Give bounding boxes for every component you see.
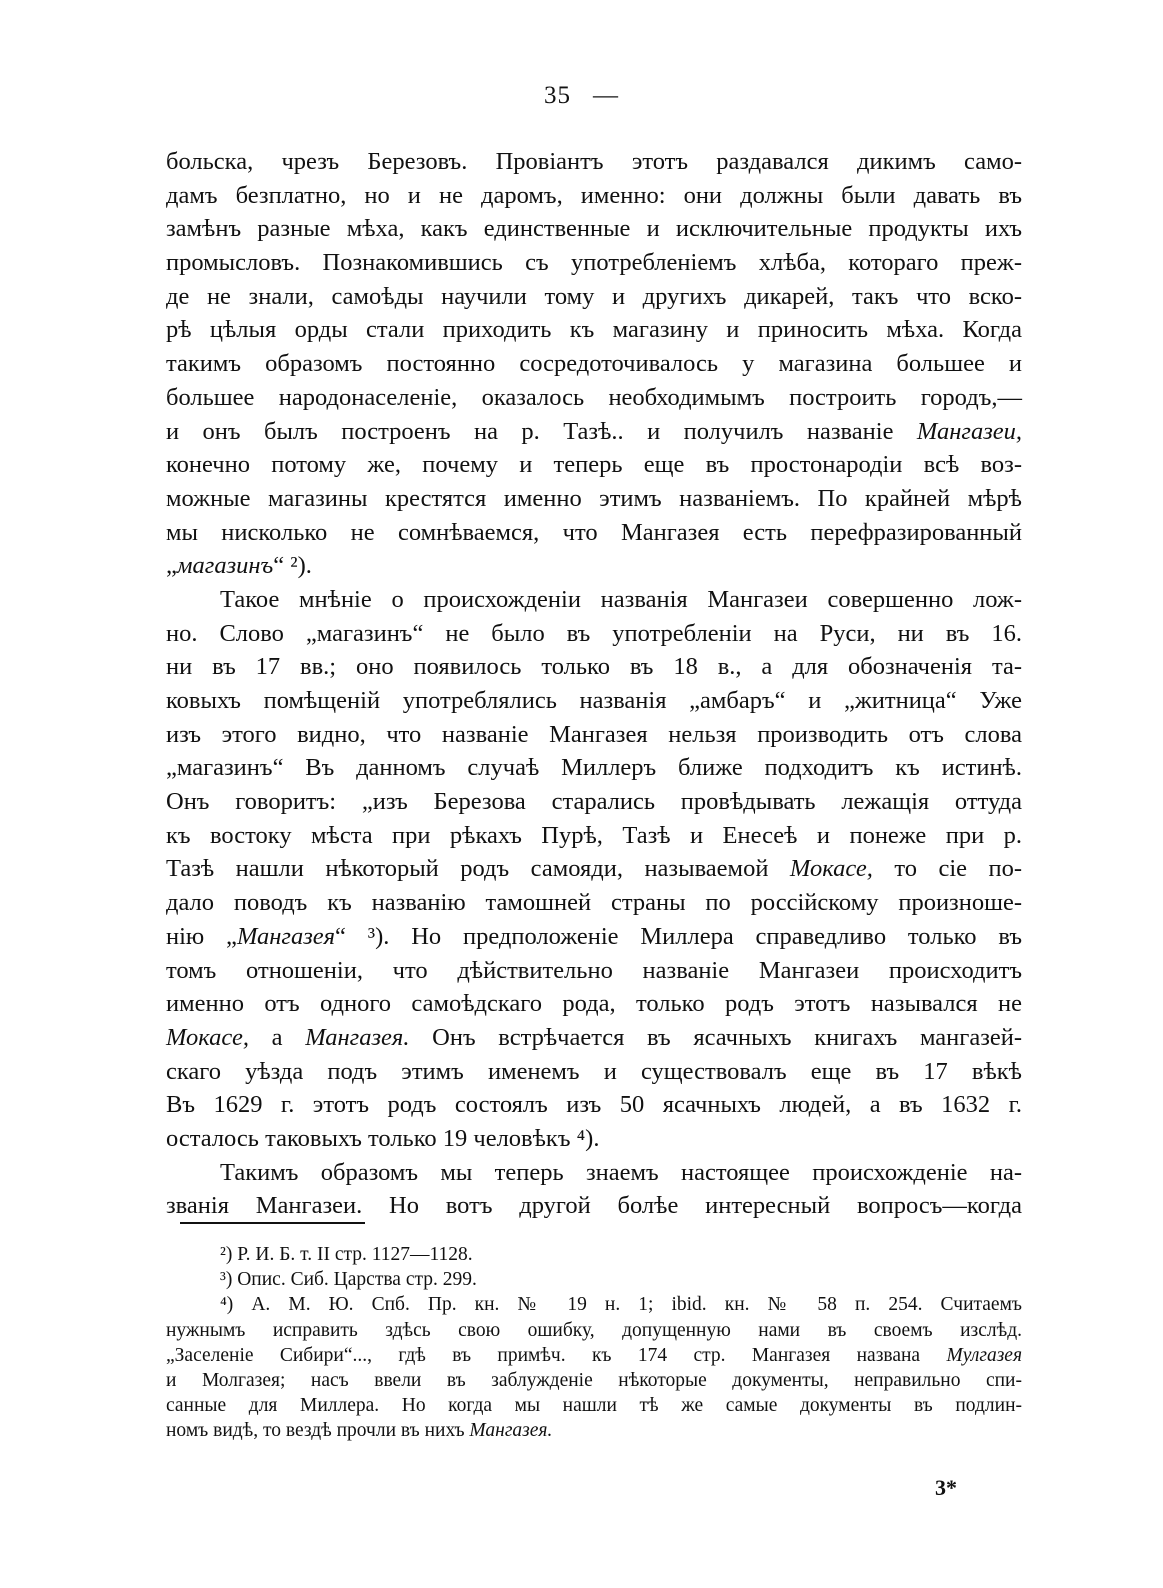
text-line xyxy=(166,549,1022,583)
text-span: „ xyxy=(166,552,177,580)
text-line: такимъ образомъ постоянно сосредоточивалось у магазина большее и xyxy=(166,350,1022,378)
text-line: но. Слово „магазинъ“ не было въ употребленіи на Руси, ни въ 16. xyxy=(166,619,1022,647)
text-span: Тазѣ нашли нѣкоторый родъ самояди, называемой xyxy=(166,855,769,883)
text-line: томъ отношеніи, что дѣйствительно названіе Мангазеи происходитъ xyxy=(166,956,1022,984)
italic-word: магазинъ xyxy=(176,552,274,580)
text-line: замѣнъ разные мѣха, какъ единственные и исключительные продукты ихъ xyxy=(166,215,1022,243)
text-line: мы нисколько не сомнѣваемся, что Мангазея есть перефразированный xyxy=(166,518,1022,546)
header-dash: — xyxy=(593,82,619,109)
italic-word: Мангазея xyxy=(236,922,336,950)
text-line xyxy=(166,1021,1022,1055)
italic-word: Мангазея. xyxy=(305,1023,410,1051)
italic-word: Мулгазея xyxy=(946,1344,1023,1366)
text-line: де не знали, самоѣды научили тому и другихъ дикарей, такъ что вско- xyxy=(166,282,1022,310)
text-line: большее народонаселеніе, оказалось необходимымъ построить городъ,— xyxy=(166,383,1022,411)
text-span: а xyxy=(271,1023,283,1051)
footnote-4-line: санные для Миллера. Но когда мы нашли тѣ же самые документы въ подлин- xyxy=(166,1395,1022,1417)
italic-word: Мокасе, xyxy=(789,855,873,883)
text-line: дамъ безплатно, но и не даромъ, именно: они должны были давать въ xyxy=(166,181,1022,209)
text-line: Въ 1629 г. этотъ родъ состоялъ изъ 50 ясачныхъ людей, а въ 1632 г. xyxy=(166,1091,1022,1119)
footnote-4-line: ⁴) А. М. Ю. Спб. Пр. кн. № 19 н. 1; ibid. кн. № 58 п. 254. Считаемъ xyxy=(220,1294,1022,1316)
text-line xyxy=(166,852,1022,886)
text-span: нію „ xyxy=(166,922,237,950)
signature-mark: 3* xyxy=(935,1475,957,1500)
italic-word: Мокасе, xyxy=(166,1023,249,1051)
italic-word: Мангазеи, xyxy=(916,417,1023,445)
footnotes xyxy=(166,1242,1022,1444)
footnote-4-line xyxy=(166,1418,1022,1443)
text-line: рѣ цѣлыя орды стали приходить къ магазину и приносить мѣха. Когда xyxy=(166,316,1022,344)
footnote-separator xyxy=(180,1222,365,1224)
text-span: Онъ встрѣчается въ ясачныхъ книгахъ мангазей- xyxy=(432,1023,1023,1051)
page-header xyxy=(0,82,1163,110)
text-line: ковыхъ помѣщеній употреблялись названія „амбаръ“ и „житница“ Уже xyxy=(166,687,1022,714)
text-line: Онъ говоритъ: „изъ Березова старались провѣдывать лежащія оттуда xyxy=(166,788,1022,816)
body-text xyxy=(166,145,1022,1223)
text-span: “ ³). Но предположеніе Миллера справедливо только въ xyxy=(335,922,1022,950)
text-line: осталось таковыхъ только 19 человѣкъ ⁴). xyxy=(166,1124,600,1152)
text-line: конечно потому же, почему и теперь еще въ простонародіи всѣ воз- xyxy=(166,451,1022,479)
italic-word: Мангазея. xyxy=(469,1420,553,1442)
text-line: дало поводъ къ названію тамошней страны по россійскому произноше- xyxy=(166,889,1022,917)
text-line: можные магазины крестятся именно этимъ названіемъ. По крайней мѣрѣ xyxy=(166,484,1022,512)
page-number: 35 xyxy=(544,82,571,109)
text-line: Такимъ образомъ мы теперь знаемъ настоящее происхожденіе на- xyxy=(220,1158,1022,1186)
text-span: “ ²). xyxy=(273,552,312,580)
text-line: изъ этого видно, что названіе Мангазея нельзя производить отъ слова xyxy=(166,720,1022,748)
text-line xyxy=(166,415,1022,449)
text-line: Такое мнѣніе о происхожденіи названія Мангазеи совершенно лож- xyxy=(220,585,1022,613)
text-line: промысловъ. Познакомившись съ употребленіемъ хлѣба, котораго преж- xyxy=(166,249,1022,277)
text-line: „магазинъ“ Въ данномъ случаѣ Миллеръ ближе подходитъ къ истинѣ. xyxy=(166,754,1022,782)
footnote-4-line: нужнымъ исправить здѣсь свою ошибку, допущенную нами въ своемъ изслѣд. xyxy=(166,1319,1022,1341)
text-line: къ востоку мѣста при рѣкахъ Пурѣ, Тазѣ и Енесеѣ и понеже при р. xyxy=(166,821,1022,849)
footnote-2: ²) Р. И. Б. т. II стр. 1127—1128. xyxy=(220,1244,473,1265)
text-span: номъ видѣ, то вездѣ прочли въ нихъ xyxy=(166,1420,465,1442)
footnote-3: ³) Опис. Сиб. Царства стр. 299. xyxy=(220,1269,477,1291)
text-span: то сіе по- xyxy=(894,855,1023,883)
footnote-4-line xyxy=(166,1343,1022,1368)
text-line: званія Мангазеи. Но вотъ другой болѣе интересный вопросъ—когда xyxy=(166,1192,1022,1220)
text-span: и онъ былъ построенъ на р. Тазѣ.. и получилъ названіе xyxy=(166,417,894,445)
text-line xyxy=(166,920,1022,954)
text-line: скаго уѣзда подъ этимъ именемъ и существовалъ еще въ 17 вѣкѣ xyxy=(166,1057,1022,1085)
text-line: именно отъ одного самоѣдскаго рода, только родъ этотъ назывался не xyxy=(166,990,1022,1018)
text-span: „Заселеніе Сибири“..., гдѣ въ примѣч. къ 174 стр. Мангазея названа xyxy=(166,1344,921,1366)
text-line: ни въ 17 вв.; оно появилось только въ 18 в., а для обозначенія та- xyxy=(166,653,1022,681)
text-line: больска, чрезъ Березовъ. Провіантъ этотъ раздавался дикимъ само- xyxy=(166,148,1022,175)
footnote-4-line: и Молгазея; насъ ввели въ заблужденіе нѣкоторые документы, неправильно спи- xyxy=(166,1369,1022,1391)
